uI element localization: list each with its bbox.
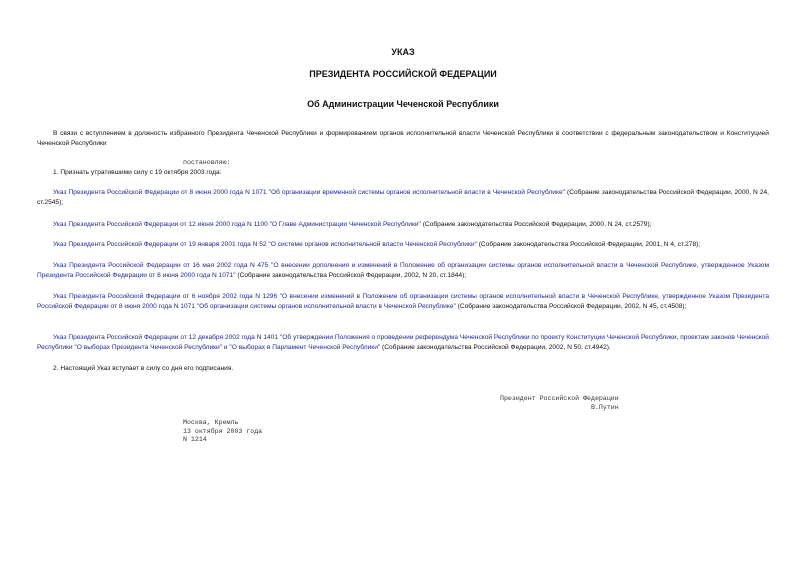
signatory-position: Президент Российской Федерации xyxy=(500,395,619,402)
decree-word: постановляю: xyxy=(183,159,231,166)
decree-link[interactable]: Указ Президента Российской Федерации от 16 мая 2002 года N 475 "О внесении дополнения и изменений в Положение об организации системы органов исполнительной власти в Чеченской Республике, утвержденное Указом Президента Российской Федерации от 8 июня 2000 года N 1071" xyxy=(37,262,769,279)
decree-link[interactable]: Указ Президента Российской Федерации от 12 декабря 2002 года N 1401 "Об утверждении Положения о проведении референдума Чеченской Республики по проекту Конституции Чеченской Республики, проектам законов Чеченской Республики "О выборах Президента Чеченской Республики" и "О выборах в Парламент Чеченской Республики" xyxy=(37,334,769,351)
repealed-item xyxy=(37,333,769,353)
signatory-name: В.Путин xyxy=(591,403,619,411)
citation: (Собрание законодательства Российской Федерации, 2002, N 20, ст.1844); xyxy=(235,271,467,279)
subject-title: Об Администрации Чеченской Республики xyxy=(307,99,499,109)
citation: (Собрание законодательства Российской Федерации, 2002, N 45, ст.4508); xyxy=(455,302,687,310)
decree-number: N 1214 xyxy=(183,436,207,444)
citation: (Собрание законодательства Российской Федерации, 2000, N 24, ст.2545); xyxy=(37,189,769,206)
repealed-item xyxy=(37,188,769,208)
decree-link[interactable]: Указ Президента Российской Федерации от 12 июня 2000 года N 1100 "О Главе Администрации Чеченской Республики" xyxy=(53,221,421,228)
item-2: 2. Настоящий Указ вступает в силу со дня его подписания. xyxy=(53,365,234,372)
preamble: В связи с вступлением в должность избранного Президента Чеченской Республики и формированием органов исполнительной власти Чеченской Республики в соответствии с федеральным законодательством и Конституцией Чеченской Республики xyxy=(37,130,769,147)
signature-block xyxy=(500,395,619,412)
repealed-item xyxy=(37,261,769,281)
citation: (Собрание законодательства Российской Федерации, 2001, N 4, ст.278); xyxy=(476,241,701,248)
doc-type-title: УКАЗ xyxy=(391,47,415,57)
citation: (Собрание законодательства Российской Федерации, 2002, N 50, ст.4942). xyxy=(380,343,611,351)
place-block xyxy=(183,419,262,445)
repealed-item xyxy=(37,220,769,230)
issuer-title: ПРЕЗИДЕНТА РОССИЙСКОЙ ФЕДЕРАЦИИ xyxy=(309,69,497,79)
repealed-item xyxy=(37,292,769,312)
place-city: Москва, Кремль xyxy=(183,419,239,426)
decree-link[interactable]: Указ Президента Российской Федерации от 8 июня 2000 года N 1071 "Об организации временной системы органов исполнительной власти в Чеченской Республике" xyxy=(53,189,565,196)
decree-link[interactable]: Указ Президента Российской Федерации от 19 января 2001 года N 52 "О системе органов исполнительной власти Чеченской Республики" xyxy=(53,241,477,248)
citation: (Собрание законодательства Российской Федерации, 2000, N 24, ст.2579); xyxy=(420,221,652,228)
decree-link[interactable]: Указ Президента Российской Федерации от 6 ноября 2002 года N 1296 "О внесении изменений в Положение об организации системы органов исполнительной власти в Чеченской Республике, утвержденное Указом Президента Российской Федерации от 8 июня 2000 года N 1071 "Об организации системы органов исполнительной власти в Чеченской Республике" xyxy=(37,293,769,310)
item-1: 1. Признать утратившими силу с 19 октября 2003 года: xyxy=(53,169,222,176)
repealed-item xyxy=(37,240,769,250)
place-date: 13 октября 2003 года xyxy=(183,427,263,435)
